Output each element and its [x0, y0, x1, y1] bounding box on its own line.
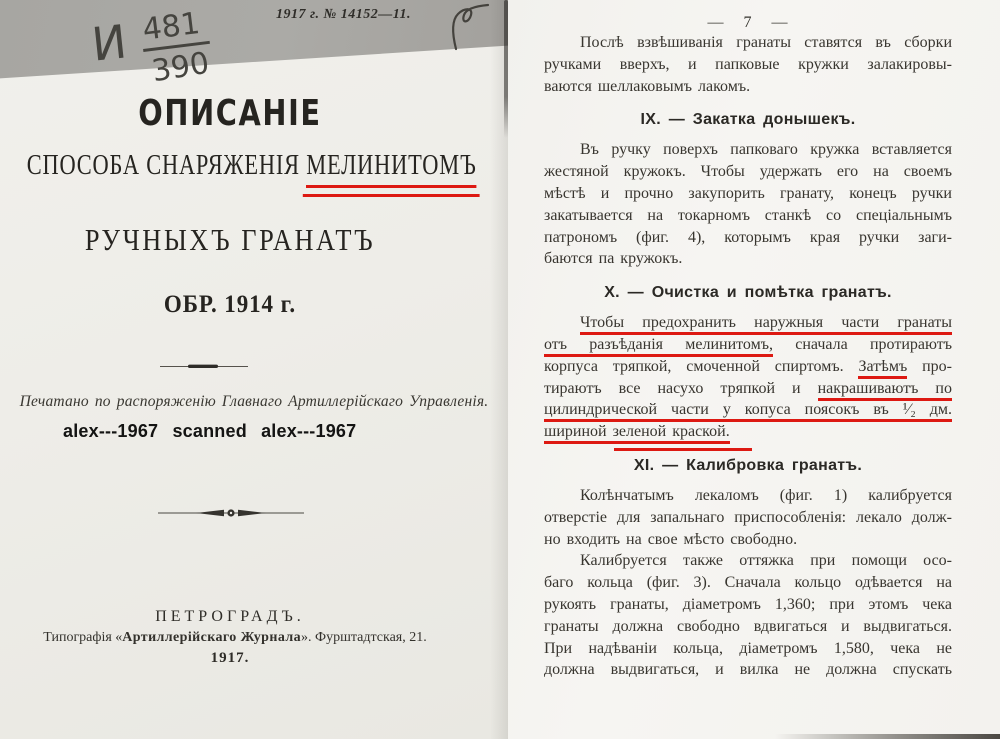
paragraph	[544, 139, 952, 270]
pencil-mark-icon	[442, 2, 497, 59]
text-segment: Послѣ взвѣшиванія гранаты ставятся въ сборки	[580, 34, 952, 51]
text-segment: тираютъ все насухо тряпкой и	[544, 379, 818, 397]
paragraph	[544, 550, 952, 681]
divider-rule-icon	[160, 356, 248, 374]
text-line	[544, 399, 952, 421]
text-segment: отверстіе для запальнаго приспособленія: лекало долж-	[544, 508, 952, 526]
ornament-divider-icon	[158, 505, 304, 526]
scan-gray-band	[0, 0, 508, 80]
text-segment: корпуса тряпкой, смоченной спиртомъ.	[544, 357, 859, 375]
subtitle-underlined-word: МЕЛИНИТОМЪ	[306, 150, 476, 188]
text-line	[544, 76, 952, 98]
scan-bottom-edge	[775, 734, 1000, 739]
text-line	[544, 248, 952, 270]
text-line	[544, 550, 952, 572]
model-year-line: ОБР. 1914 г.	[163, 291, 297, 318]
red-underlined-text: отъ разъѣданія мелинитомъ,	[544, 336, 773, 357]
scanner-watermark: alex---1967 scanned alex---1967	[63, 421, 357, 441]
right-page	[508, 0, 1000, 739]
text-segment: закатывается на токарномъ станкѣ со спеціальнымъ	[544, 206, 952, 224]
book-subtitle-line2: РУЧНЫХЪ ГРАНАТЪ	[84, 222, 376, 257]
text-line	[544, 507, 952, 529]
text-segment: но входить на свое мѣсто свободно.	[544, 530, 798, 548]
red-underlined-text: шириной зеленой краской.	[544, 423, 730, 444]
text-segment: ваются шеллаковымъ лакомъ.	[544, 77, 751, 95]
imprint-note: Печатано по распоряженію Главнаго Артиллерійскаго Управленія.	[19, 393, 489, 410]
text-segment: ручками вверхъ, и папковые кружки залакировы-	[544, 55, 952, 73]
subtitle-text: СПОСОБА СНАРЯЖЕНІЯ	[26, 150, 307, 181]
text-line	[544, 485, 952, 507]
text-line	[544, 616, 952, 638]
red-underlined-text: Чтобы предохранить наружныя части гранаты	[580, 314, 952, 335]
text-segment: сначала протираютъ	[773, 335, 952, 353]
text-line	[544, 139, 952, 161]
text-segment: баго кольца (фиг. 3). Сначала кольцо одѣвается на	[544, 574, 952, 592]
paragraph	[544, 485, 952, 550]
text-line	[544, 227, 952, 249]
text-line	[544, 183, 952, 205]
text-segment: баются па кружокъ.	[544, 250, 683, 268]
text-line	[544, 638, 952, 660]
publisher-suffix: ». Фурштадтская, 21.	[301, 630, 427, 645]
page-number: — 7 —	[707, 14, 789, 31]
text-line	[544, 659, 952, 681]
red-underlined-text: накрашиваютъ по	[818, 380, 952, 401]
right-page-column	[544, 14, 952, 681]
document-number: 1917 г. № 14152—11.	[276, 7, 412, 22]
paragraph	[544, 312, 952, 443]
publisher-name: Артиллерійскаго Журнала	[122, 630, 302, 645]
text-segment: Колѣнчатымъ лекаломъ (фиг. 1) калибруется	[580, 486, 952, 504]
text-segment: про-	[907, 357, 953, 375]
section-heading: XI. — Калибровка гранатъ.	[633, 456, 863, 474]
text-line	[544, 529, 952, 551]
text-line	[544, 32, 952, 54]
text-line	[544, 356, 952, 378]
library-mark-letter: И	[89, 14, 130, 72]
text-line	[544, 54, 952, 76]
book-title: ОПИСАНІЕ	[138, 93, 322, 134]
text-line	[544, 572, 952, 594]
publisher-prefix: Типографія «	[43, 630, 123, 645]
library-mark-numerator: 481	[139, 8, 210, 52]
red-underlined-text: цилиндрической части у копуса поясокъ въ ¹⁄₂ дм.	[544, 401, 952, 422]
red-underlined-text: Затѣмъ	[858, 358, 907, 379]
text-line	[544, 205, 952, 227]
text-segment: Калибруется также оттяжка при помощи осо-	[580, 552, 952, 570]
book-subtitle	[26, 150, 477, 181]
text-line	[544, 312, 952, 334]
text-segment: рукоять гранаты, діаметромъ 1,360; при этомъ чека	[544, 595, 952, 613]
year-line: 1917.	[210, 650, 250, 666]
text-segment: мѣстѣ и прочно закупорить гранату, конецъ ручки	[544, 184, 952, 202]
section-heading: X. — Очистка и помѣтка гранатъ.	[604, 284, 892, 302]
section-heading: IX. — Закатка донышекъ.	[640, 111, 856, 129]
text-line	[544, 161, 952, 183]
library-mark-denominator: 390	[149, 45, 212, 90]
text-segment: должна выдвигаться, и вилка не должна спускать	[544, 661, 952, 679]
text-segment: При надѣваніи кольца, діаметромъ 1,580, чека не	[544, 639, 952, 657]
text-segment: гранаты должна свободно вдвигаться и выдвигаться.	[544, 617, 952, 635]
text-segment: Въ ручку поверхъ папковаго кружка вставляется	[580, 141, 952, 159]
text-line	[544, 378, 952, 400]
publisher-line	[0, 630, 470, 646]
paragraph	[544, 32, 952, 97]
text-line	[544, 594, 952, 616]
city-line: ПЕТРОГРАДЪ.	[155, 608, 305, 625]
text-segment: жестяной кружокъ. Чтобы удержать его на своемъ	[544, 163, 952, 181]
text-line	[544, 334, 952, 356]
text-line	[544, 421, 952, 443]
text-segment: патрономъ (фиг. 4), которымъ края ручки заги-	[544, 228, 952, 246]
